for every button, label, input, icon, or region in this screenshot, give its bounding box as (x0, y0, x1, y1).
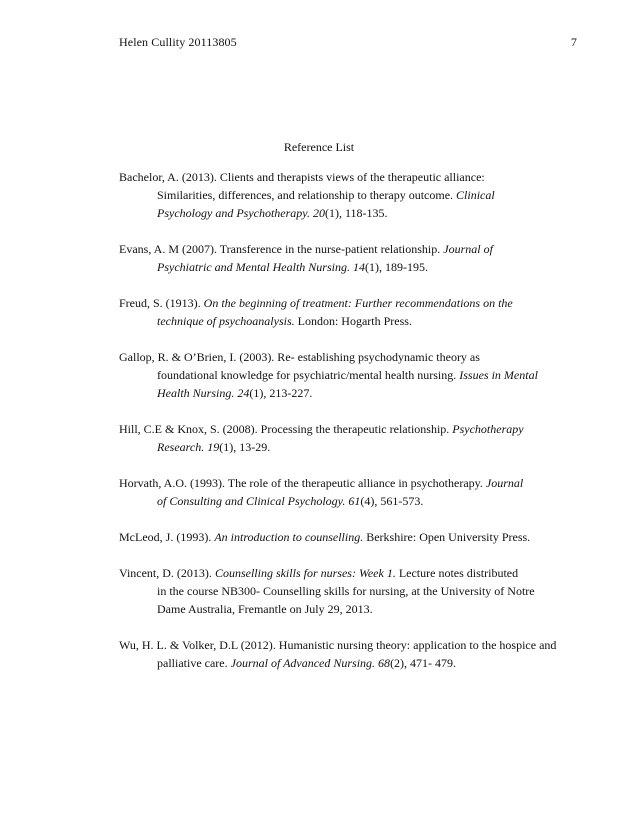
running-head (119, 35, 577, 50)
reference-line (119, 438, 589, 456)
reference-line (119, 636, 589, 654)
text-run: (1), 213-227. (249, 386, 313, 400)
italic-text: On the beginning of treatment: Further recommendations on the (203, 296, 513, 310)
text-run: (2), 471- 479. (390, 656, 457, 670)
reference-entry (119, 528, 589, 546)
italic-text: An introduction to counselling. (214, 530, 364, 544)
reference-line (119, 420, 589, 438)
text-run: in the course NB300- Counselling skills for nursing, at the University of Notre (157, 584, 535, 598)
text-run: (4), 561-573. (360, 494, 424, 508)
italic-text: Research. 19 (157, 440, 220, 454)
reference-line (119, 312, 589, 330)
text-run: Freud, S. (1913). (119, 296, 204, 310)
italic-text: Psychology and Psychotherapy. 20 (157, 206, 325, 220)
reference-line (119, 168, 589, 186)
italic-text: Issues in Mental (459, 368, 538, 382)
reference-list (119, 168, 589, 690)
reference-line (119, 474, 589, 492)
reference-line (119, 384, 589, 402)
italic-text: of Consulting and Clinical Psychology. 61 (157, 494, 361, 508)
text-run: Horvath, A.O. (1993). The role of the therapeutic alliance in psychotherapy. (119, 476, 486, 490)
italic-text: Journal (485, 476, 524, 490)
text-run: (1), 189-195. (364, 260, 428, 274)
italic-text: Psychiatric and Mental Health Nursing. 14 (157, 260, 365, 274)
text-run: McLeod, J. (1993). (119, 530, 215, 544)
text-run: Wu, H. L. & Volker, D.L (2012). Humanistic nursing theory: application to the hospice and (119, 638, 557, 652)
reference-line (119, 582, 589, 600)
reference-entry (119, 636, 589, 672)
page-number: 7 (570, 35, 577, 49)
text-run: Hill, C.E & Knox, S. (2008). Processing the therapeutic relationship. (119, 422, 453, 436)
reference-entry (119, 168, 589, 222)
text-run: Lecture notes distributed (395, 566, 519, 580)
reference-line (119, 240, 589, 258)
page-title: Reference List (283, 140, 355, 154)
reference-line (119, 348, 589, 366)
reference-line (119, 492, 589, 510)
italic-text: Journal of (443, 242, 493, 256)
reference-line (119, 294, 589, 312)
text-run: (1), 13-29. (219, 440, 271, 454)
reference-line (119, 186, 589, 204)
italic-text: Health Nursing. 24 (157, 386, 250, 400)
text-run: Berkshire: Open University Press. (363, 530, 531, 544)
reference-entry (119, 240, 589, 276)
text-run: foundational knowledge for psychiatric/mental health nursing. (157, 368, 460, 382)
reference-line (119, 366, 589, 384)
italic-text: Clinical (456, 188, 495, 202)
reference-line (119, 600, 589, 618)
text-run: Gallop, R. & O’Brien, I. (2003). Re- establishing psychodynamic theory as (119, 350, 480, 364)
italic-text: Psychotherapy (452, 422, 524, 436)
reference-entry (119, 348, 589, 402)
text-run: Vincent, D. (2013). (119, 566, 215, 580)
reference-entry (119, 420, 589, 456)
text-run: Bachelor, A. (2013). Clients and therapists views of the therapeutic alliance: (119, 170, 485, 184)
reference-entry (119, 564, 589, 618)
reference-line (119, 204, 589, 222)
text-run: Similarities, differences, and relationship to therapy outcome. (157, 188, 457, 202)
italic-text: technique of psychoanalysis. (157, 314, 295, 328)
text-run: palliative care. (157, 656, 231, 670)
text-run: Dame Australia, Fremantle on July 29, 2013. (157, 602, 373, 616)
reference-entry (119, 474, 589, 510)
reference-line (119, 258, 589, 276)
reference-line (119, 564, 589, 582)
text-run: Evans, A. M (2007). Transference in the nurse-patient relationship. (119, 242, 444, 256)
text-run: London: Hogarth Press. (294, 314, 412, 328)
reference-line (119, 528, 589, 546)
italic-text: Journal of Advanced Nursing. 68 (230, 656, 391, 670)
text-run: (1), 118-135. (324, 206, 388, 220)
reference-entry (119, 294, 589, 330)
reference-line (119, 654, 589, 672)
italic-text: Counselling skills for nurses: Week 1. (214, 566, 396, 580)
author-id: Helen Cullity 20113805 (119, 35, 237, 49)
